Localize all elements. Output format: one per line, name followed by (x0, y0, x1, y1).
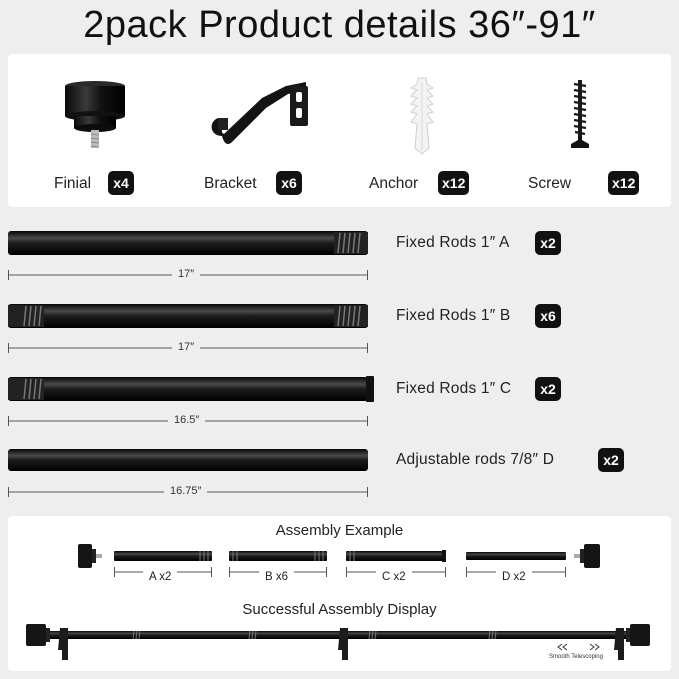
assembly-display-title: Successful Assembly Display (242, 601, 437, 618)
hardware-parts-card (8, 54, 671, 207)
assembly-card (8, 516, 671, 671)
rod-b-qty-badge: x6 (535, 304, 561, 328)
assembly-dimension-lines (8, 566, 671, 578)
qty-badge-finial: x4 (108, 171, 134, 195)
anchor-icon (405, 78, 439, 154)
assembly-label-a: A x2 (143, 571, 177, 583)
rod-a-image (8, 231, 368, 255)
rod-row-a (8, 228, 671, 288)
assembly-label-c: C x2 (376, 571, 412, 583)
screw-icon (570, 80, 590, 152)
rod-d-qty-badge: x2 (598, 448, 624, 472)
rod-row-c (8, 374, 671, 434)
rod-b-label: Fixed Rods 1″ B (396, 307, 511, 324)
rod-row-b (8, 301, 671, 361)
part-label-bracket: Bracket (204, 175, 257, 192)
rod-c-length: 16.5″ (168, 414, 205, 426)
part-finial (38, 54, 178, 207)
finial-icon (64, 80, 126, 152)
assembly-rod-b (229, 551, 327, 561)
assembly-rod-c (346, 551, 446, 561)
part-anchor (363, 54, 493, 207)
assembly-rod-a (114, 551, 212, 561)
assembly-rod-d (466, 552, 566, 560)
rod-b-image (8, 304, 368, 328)
qty-badge-bracket: x6 (276, 171, 302, 195)
part-label-anchor: Anchor (369, 175, 419, 192)
rod-d-length: 16.75″ (164, 485, 207, 497)
rod-c-image (8, 377, 376, 401)
rod-b-length: 17″ (172, 341, 200, 353)
rod-a-qty-badge: x2 (535, 231, 561, 255)
assembly-title: Assembly Example (275, 522, 404, 539)
rod-a-label: Fixed Rods 1″ A (396, 234, 510, 251)
qty-badge-screw: x12 (608, 171, 639, 195)
rod-c-qty-badge: x2 (535, 377, 561, 401)
page-title: 2pack Product details 36″-91″ (83, 4, 596, 46)
assembly-finial-right (574, 544, 602, 568)
part-bracket (198, 54, 328, 207)
assembly-label-d: D x2 (496, 571, 532, 583)
assembly-label-b: B x6 (259, 571, 294, 583)
part-label-screw: Screw (528, 175, 572, 192)
part-screw (528, 54, 668, 207)
smooth-telescoping-note: Smooth Telescoping (549, 654, 603, 660)
qty-badge-anchor: x12 (438, 171, 469, 195)
rod-c-label: Fixed Rods 1″ C (396, 380, 512, 397)
bracket-icon (206, 78, 310, 152)
assembly-finial-left (76, 544, 102, 568)
rod-a-length: 17″ (172, 268, 200, 280)
part-label-finial: Finial (54, 175, 92, 192)
rod-d-image (8, 448, 368, 472)
rod-row-d (8, 445, 671, 505)
rod-d-label: Adjustable rods 7/8″ D (396, 451, 555, 468)
